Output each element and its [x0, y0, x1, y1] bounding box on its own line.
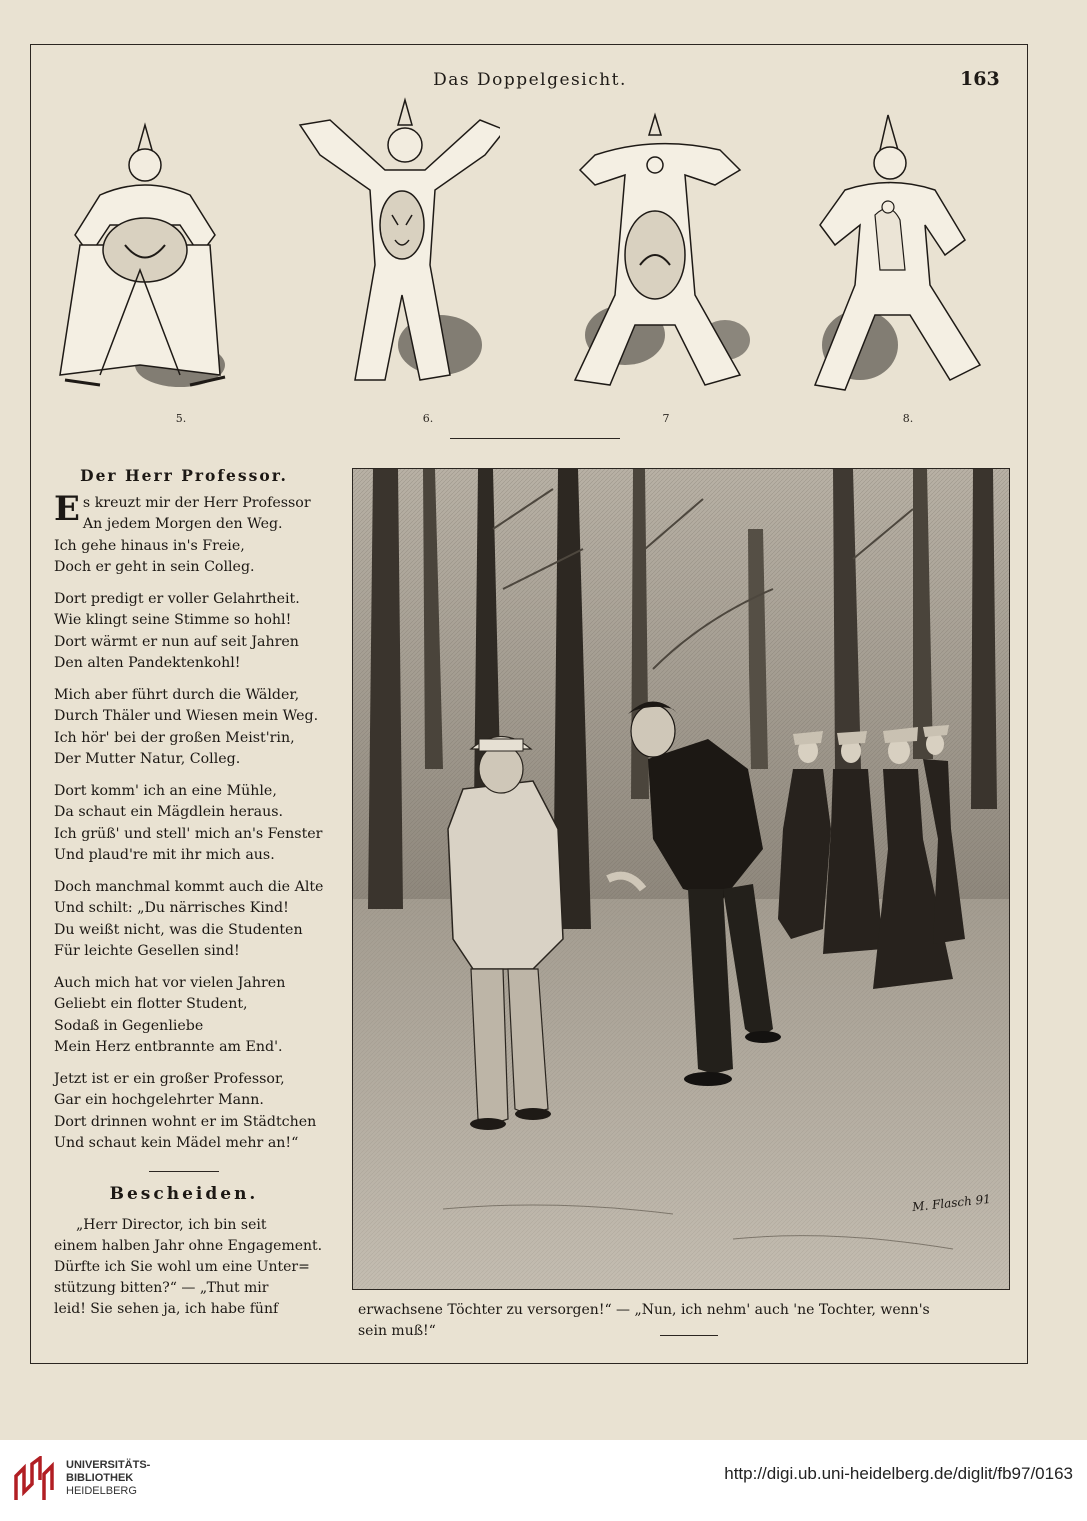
poem-stanza: [54, 877, 324, 963]
divider-rule: [450, 438, 620, 439]
poem-line: Und schilt: „Du närrisches Kind!: [54, 900, 289, 916]
poem-line: Ich hör' bei der großen Meist'rin,: [54, 729, 295, 746]
drop-cap: E: [54, 488, 80, 529]
poem-line: Ich gehe hinaus in's Freie,: [54, 537, 245, 554]
prose-line: „Herr Director, ich bin seit: [76, 1217, 267, 1233]
running-title: Das Doppelgesicht.: [433, 70, 627, 90]
anecdote-title: Bescheiden.: [109, 1183, 259, 1204]
caption-line: sein muß!“: [358, 1323, 436, 1339]
prose-line: stützung bitten?“ — „Thut mir: [54, 1280, 269, 1296]
caption-rule: [660, 1335, 718, 1336]
poem-line: Der Mutter Natur, Colleg.: [54, 751, 241, 767]
permalink-url[interactable]: http://digi.ub.uni-heidelberg.de/diglit/fb97/0163: [724, 1464, 1073, 1483]
clown-figure-6: [290, 95, 500, 405]
poem-line: Gar ein hochgelehrter Mann.: [54, 1092, 264, 1108]
library-name-line: BIBLIOTHEK: [66, 1472, 134, 1484]
figure-caption-5: 5.: [175, 412, 187, 425]
poem-line: Doch manchmal kommt auch die Alte: [54, 878, 324, 895]
poem-line: Dort predigt er voller Gelahrtheit.: [54, 590, 300, 607]
poem-stanza: [54, 685, 320, 771]
poem-line: Dort komm' ich an eine Mühle,: [54, 782, 277, 799]
clown-figure-5: [40, 95, 250, 405]
poem-title: Der Herr Professor.: [80, 466, 288, 485]
poem-line: s kreuzt mir der Herr Professor: [82, 494, 311, 511]
poem-line: Wie klingt seine Stimme so hohl!: [54, 612, 292, 628]
poem-line: Doch er geht in sein Colleg.: [54, 559, 255, 575]
page-number: 163: [960, 68, 1000, 90]
library-name: [66, 1459, 150, 1498]
prose-line: leid! Sie sehen ja, ich habe fünf: [54, 1301, 279, 1317]
poem-stanza: [54, 488, 320, 579]
library-logo-icon: [10, 1456, 60, 1506]
library-name-line: UNIVERSITÄTS-: [66, 1459, 151, 1471]
poem-line: Auch mich hat vor vielen Jahren: [54, 974, 286, 991]
poem-line: Für leichte Gesellen sind!: [54, 943, 240, 959]
clown-figure-7: [555, 95, 765, 405]
poem-line: Dort wärmt er nun auf seit Jahren: [54, 633, 299, 650]
prose-line: Dürfte ich Sie wohl um eine Unter=: [54, 1259, 310, 1275]
left-text-column: [48, 465, 324, 1320]
poem-stanza: [54, 1069, 320, 1155]
figure-caption-6: 6.: [422, 412, 434, 425]
poem-line: Mein Herz entbrannte am End'.: [54, 1039, 283, 1055]
poem-line: Jetzt ist er ein großer Professor,: [54, 1070, 285, 1087]
poem-stanza: [54, 781, 323, 867]
figure-caption-8: 8.: [902, 412, 914, 425]
poem-line: Da schaut ein Mägdlein heraus.: [54, 804, 284, 820]
poem-line: An jedem Morgen den Weg.: [82, 516, 283, 532]
clown-figure-8: [800, 95, 1010, 405]
poem-line: Und schaut kein Mädel mehr an!“: [54, 1135, 299, 1151]
anecdote-text: [48, 1215, 323, 1320]
poem-line: Geliebt ein flotter Student,: [54, 996, 248, 1012]
forest-scene-engraving: [352, 468, 1010, 1290]
poem-line: Durch Thäler und Wiesen mein Weg.: [54, 708, 319, 724]
poem-stanza: [54, 589, 320, 675]
figure-caption-7: 7: [662, 412, 670, 425]
library-name-line: HEIDELBERG: [66, 1485, 137, 1497]
caption-line: erwachsene Töchter zu versorgen!“ — „Nun, ich nehm' auch 'ne Tochter, wenn's: [358, 1302, 930, 1318]
poem-line: Mich aber führt durch die Wälder,: [54, 686, 300, 703]
poem-line: Sodaß in Gegenliebe: [54, 1017, 204, 1034]
poem-stanza: [54, 973, 320, 1059]
poem-line: Ich grüß' und stell' mich an's Fenster: [54, 825, 323, 842]
poem-line: Du weißt nicht, was die Studenten: [54, 921, 303, 938]
poem-line: Den alten Pandektenkohl!: [54, 655, 241, 671]
artist-signature: M. Flasch 91: [911, 1191, 992, 1215]
poem-line: Und plaud're mit ihr mich aus.: [54, 847, 275, 863]
prose-line: einem halben Jahr ohne Engagement.: [54, 1238, 323, 1254]
poem-line: Dort drinnen wohnt er im Städtchen: [54, 1113, 317, 1130]
digitization-footer: [0, 1440, 1087, 1521]
section-divider: [149, 1171, 219, 1172]
